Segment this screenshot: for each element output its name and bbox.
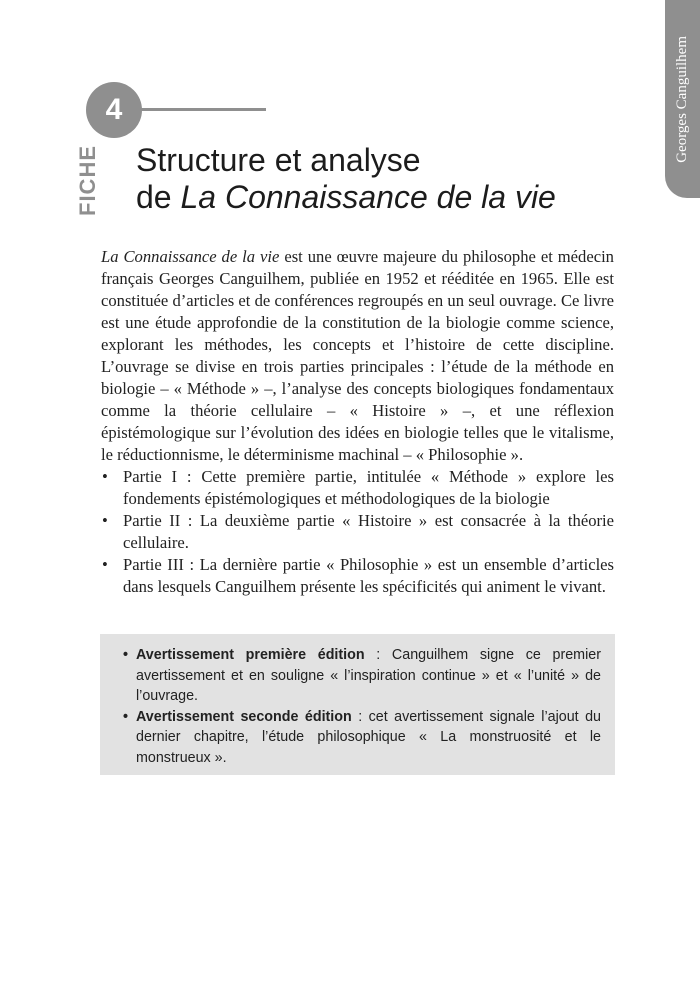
- intro-paragraph: [101, 246, 614, 466]
- bullet-icon: •: [102, 467, 108, 486]
- bullet-icon: •: [102, 511, 108, 530]
- bullet-icon: •: [123, 647, 129, 663]
- intro-book-title: La Connaissance de la vie: [101, 247, 280, 266]
- body-text: [101, 246, 614, 598]
- title-line-1: Structure et analyse: [136, 142, 421, 178]
- list-item: [101, 554, 614, 598]
- info-box-item: [123, 707, 601, 769]
- info-box-item-text: : Canguilhem signe ce premier avertissement et en souligne « l’inspiration continue » et « l’unité » de l’ouvrage.: [136, 647, 601, 704]
- bullet-icon: •: [123, 708, 129, 725]
- fiche-label: FICHE: [75, 144, 100, 216]
- fiche-number-badge: 4: [86, 82, 142, 138]
- title-line-2: [136, 179, 556, 216]
- title-line-2-italic: La Connaissance de la vie: [180, 179, 556, 215]
- list-item: [101, 510, 614, 554]
- header-rule: [140, 108, 266, 111]
- info-box-item-label: Avertissement seconde édition: [136, 708, 352, 725]
- list-item-text: Partie II : La deuxième partie « Histoire » est consacrée à la théorie cellulaire.: [123, 511, 614, 552]
- info-box-item-text: : cet avertissement signale l’ajout du dernier chapitre, l’étude philosophique « La monstruosité et le monstrueux ».: [136, 708, 601, 766]
- info-box-item: [123, 645, 601, 707]
- info-box: [100, 634, 615, 775]
- title-line-2-prefix: de: [136, 179, 181, 215]
- info-box-item-label: Avertissement première édition: [136, 647, 365, 663]
- parts-list: [101, 466, 614, 598]
- bullet-icon: •: [102, 555, 108, 574]
- side-tab: [665, 0, 700, 198]
- page-title: [136, 142, 556, 216]
- intro-text: est une œuvre majeure du philosophe et médecin français Georges Canguilhem, publiée en 1952 et rééditée en 1965. Elle est constituée d’articles et de conférences regroupés en un seul ouvrage. Ce livre est une étude approfondie de la constitution de la biologie comme science, explorant les méthodes, les concepts et l’histoire de cette discipline. L’ouvrage se divise en trois parties principales : l’étude de la méthode en biologie – « Méthode » –, l’analyse des concepts biologiques fondamentaux comme la théorie cellulaire – « Histoire » –, et une réflexion épistémologique sur l’évolution des idées en biologie telles que le vitalisme, le réductionnisme, le déterminisme machinal – « Philosophie ».: [101, 247, 614, 464]
- info-box-list: [123, 645, 601, 768]
- side-tab-label: Georges Canguilhem: [674, 35, 690, 163]
- list-item-text: Partie III : La dernière partie « Philosophie » est un ensemble d’articles dans lesquels Canguilhem présente les spécificités qui animent le vivant.: [123, 555, 614, 596]
- fiche-label-wrap: [74, 145, 102, 215]
- list-item-text: Partie I : Cette première partie, intitulée « Méthode » explore les fondements épistémologiques et méthodologiques de la biologie: [123, 467, 614, 508]
- list-item: [101, 466, 614, 510]
